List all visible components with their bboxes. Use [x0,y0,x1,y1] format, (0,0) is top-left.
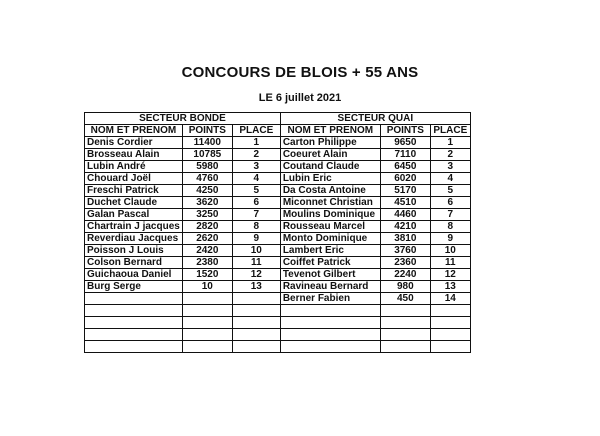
quai-name-cell [280,341,380,353]
bonde-place-cell [232,305,280,317]
bonde-points-cell: 10785 [182,149,232,161]
bonde-points-cell [182,305,232,317]
bonde-name-cell: Brosseau Alain [85,149,183,161]
bonde-name-cell: Burg Serge [85,281,183,293]
bonde-place-cell: 4 [232,173,280,185]
bonde-place-cell: 10 [232,245,280,257]
quai-name-cell: Coeuret Alain [280,149,380,161]
quai-points-cell: 450 [380,293,430,305]
quai-place-cell: 14 [430,293,470,305]
bonde-name-cell: Duchet Claude [85,197,183,209]
results-table [84,112,471,353]
table-row [85,161,471,173]
bonde-place-cell: 12 [232,269,280,281]
bonde-place-cell: 7 [232,209,280,221]
bonde-points-cell: 5980 [182,161,232,173]
quai-place-cell: 9 [430,233,470,245]
bonde-name-cell [85,341,183,353]
sector-bonde-header: SECTEUR BONDE [85,113,281,125]
results-body [85,137,471,353]
quai-points-cell: 9650 [380,137,430,149]
bonde-name-cell: Guichaoua Daniel [85,269,183,281]
bonde-points-cell: 2420 [182,245,232,257]
table-row [85,281,471,293]
page-date: LE 6 juillet 2021 [258,92,342,104]
quai-place-cell: 4 [430,173,470,185]
sector-header-row [85,113,471,125]
quai-points-cell [380,317,430,329]
quai-name-cell: Lambert Eric [280,245,380,257]
quai-points-cell: 3760 [380,245,430,257]
quai-name-cell: Coiffet Patrick [280,257,380,269]
bonde-place-cell: 2 [232,149,280,161]
quai-place-cell [430,341,470,353]
table-row [85,245,471,257]
bonde-name-cell: Colson Bernard [85,257,183,269]
bonde-points-cell: 3620 [182,197,232,209]
bonde-points-cell: 10 [182,281,232,293]
header-points-right: POINTS [380,125,430,137]
table-row [85,317,471,329]
header-points-left: POINTS [182,125,232,137]
quai-place-cell: 2 [430,149,470,161]
quai-points-cell: 6450 [380,161,430,173]
quai-name-cell [280,305,380,317]
bonde-points-cell: 11400 [182,137,232,149]
quai-name-cell: Da Costa Antoine [280,185,380,197]
quai-name-cell: Tevenot Gilbert [280,269,380,281]
bonde-place-cell [232,317,280,329]
header-name-left: NOM ET PRENOM [85,125,183,137]
header-name-right: NOM ET PRENOM [280,125,380,137]
bonde-points-cell: 4250 [182,185,232,197]
quai-name-cell [280,329,380,341]
quai-place-cell: 7 [430,209,470,221]
bonde-name-cell [85,329,183,341]
bonde-place-cell: 5 [232,185,280,197]
bonde-place-cell: 13 [232,281,280,293]
quai-points-cell [380,329,430,341]
bonde-name-cell: Chartrain J jacques [85,221,183,233]
page-title: CONCOURS DE BLOIS + 55 ANS [181,64,419,81]
quai-place-cell: 10 [430,245,470,257]
table-row [85,209,471,221]
quai-points-cell: 980 [380,281,430,293]
bonde-place-cell: 11 [232,257,280,269]
bonde-points-cell [182,293,232,305]
quai-points-cell: 4510 [380,197,430,209]
table-row [85,341,471,353]
quai-points-cell [380,305,430,317]
quai-name-cell: Berner Fabien [280,293,380,305]
table-row [85,269,471,281]
quai-place-cell: 1 [430,137,470,149]
quai-place-cell: 5 [430,185,470,197]
bonde-name-cell [85,317,183,329]
bonde-points-cell: 2820 [182,221,232,233]
quai-place-cell: 11 [430,257,470,269]
quai-points-cell [380,341,430,353]
header-place-left: PLACE [232,125,280,137]
sector-quai-header: SECTEUR QUAI [280,113,470,125]
quai-points-cell: 4210 [380,221,430,233]
bonde-points-cell [182,329,232,341]
bonde-place-cell [232,341,280,353]
bonde-name-cell: Chouard Joël [85,173,183,185]
table-row [85,221,471,233]
bonde-points-cell: 3250 [182,209,232,221]
bonde-points-cell [182,341,232,353]
bonde-name-cell: Freschi Patrick [85,185,183,197]
table-row [85,137,471,149]
table-row [85,329,471,341]
bonde-place-cell: 9 [232,233,280,245]
table-row [85,173,471,185]
quai-points-cell: 3810 [380,233,430,245]
bonde-name-cell [85,305,183,317]
bonde-name-cell: Lubin André [85,161,183,173]
table-row [85,149,471,161]
bonde-points-cell: 2620 [182,233,232,245]
quai-place-cell: 6 [430,197,470,209]
quai-place-cell: 13 [430,281,470,293]
quai-name-cell: Ravineau Bernard [280,281,380,293]
quai-name-cell: Rousseau Marcel [280,221,380,233]
quai-points-cell: 2360 [380,257,430,269]
quai-name-cell: Carton Philippe [280,137,380,149]
bonde-place-cell [232,329,280,341]
bonde-name-cell: Reverdiau Jacques [85,233,183,245]
bonde-name-cell [85,293,183,305]
quai-name-cell: Lubin Eric [280,173,380,185]
bonde-place-cell: 3 [232,161,280,173]
quai-name-cell: Miconnet Christian [280,197,380,209]
bonde-name-cell: Denis Cordier [85,137,183,149]
quai-place-cell [430,305,470,317]
table-row [85,197,471,209]
bonde-place-cell: 6 [232,197,280,209]
quai-points-cell: 4460 [380,209,430,221]
quai-place-cell [430,317,470,329]
table-row [85,233,471,245]
quai-place-cell [430,329,470,341]
bonde-place-cell: 1 [232,137,280,149]
quai-name-cell [280,317,380,329]
header-place-right: PLACE [430,125,470,137]
table-row [85,257,471,269]
quai-points-cell: 2240 [380,269,430,281]
bonde-points-cell: 4760 [182,173,232,185]
quai-points-cell: 7110 [380,149,430,161]
table-row [85,185,471,197]
bonde-points-cell [182,317,232,329]
quai-place-cell: 8 [430,221,470,233]
column-header-row [85,125,471,137]
quai-place-cell: 3 [430,161,470,173]
bonde-name-cell: Poisson J Louis [85,245,183,257]
table-row [85,293,471,305]
bonde-name-cell: Galan Pascal [85,209,183,221]
quai-name-cell: Monto Dominique [280,233,380,245]
quai-points-cell: 6020 [380,173,430,185]
bonde-place-cell [232,293,280,305]
quai-points-cell: 5170 [380,185,430,197]
table-row [85,305,471,317]
bonde-points-cell: 1520 [182,269,232,281]
quai-place-cell: 12 [430,269,470,281]
bonde-place-cell: 8 [232,221,280,233]
bonde-points-cell: 2380 [182,257,232,269]
quai-name-cell: Moulins Dominique [280,209,380,221]
quai-name-cell: Coutand Claude [280,161,380,173]
